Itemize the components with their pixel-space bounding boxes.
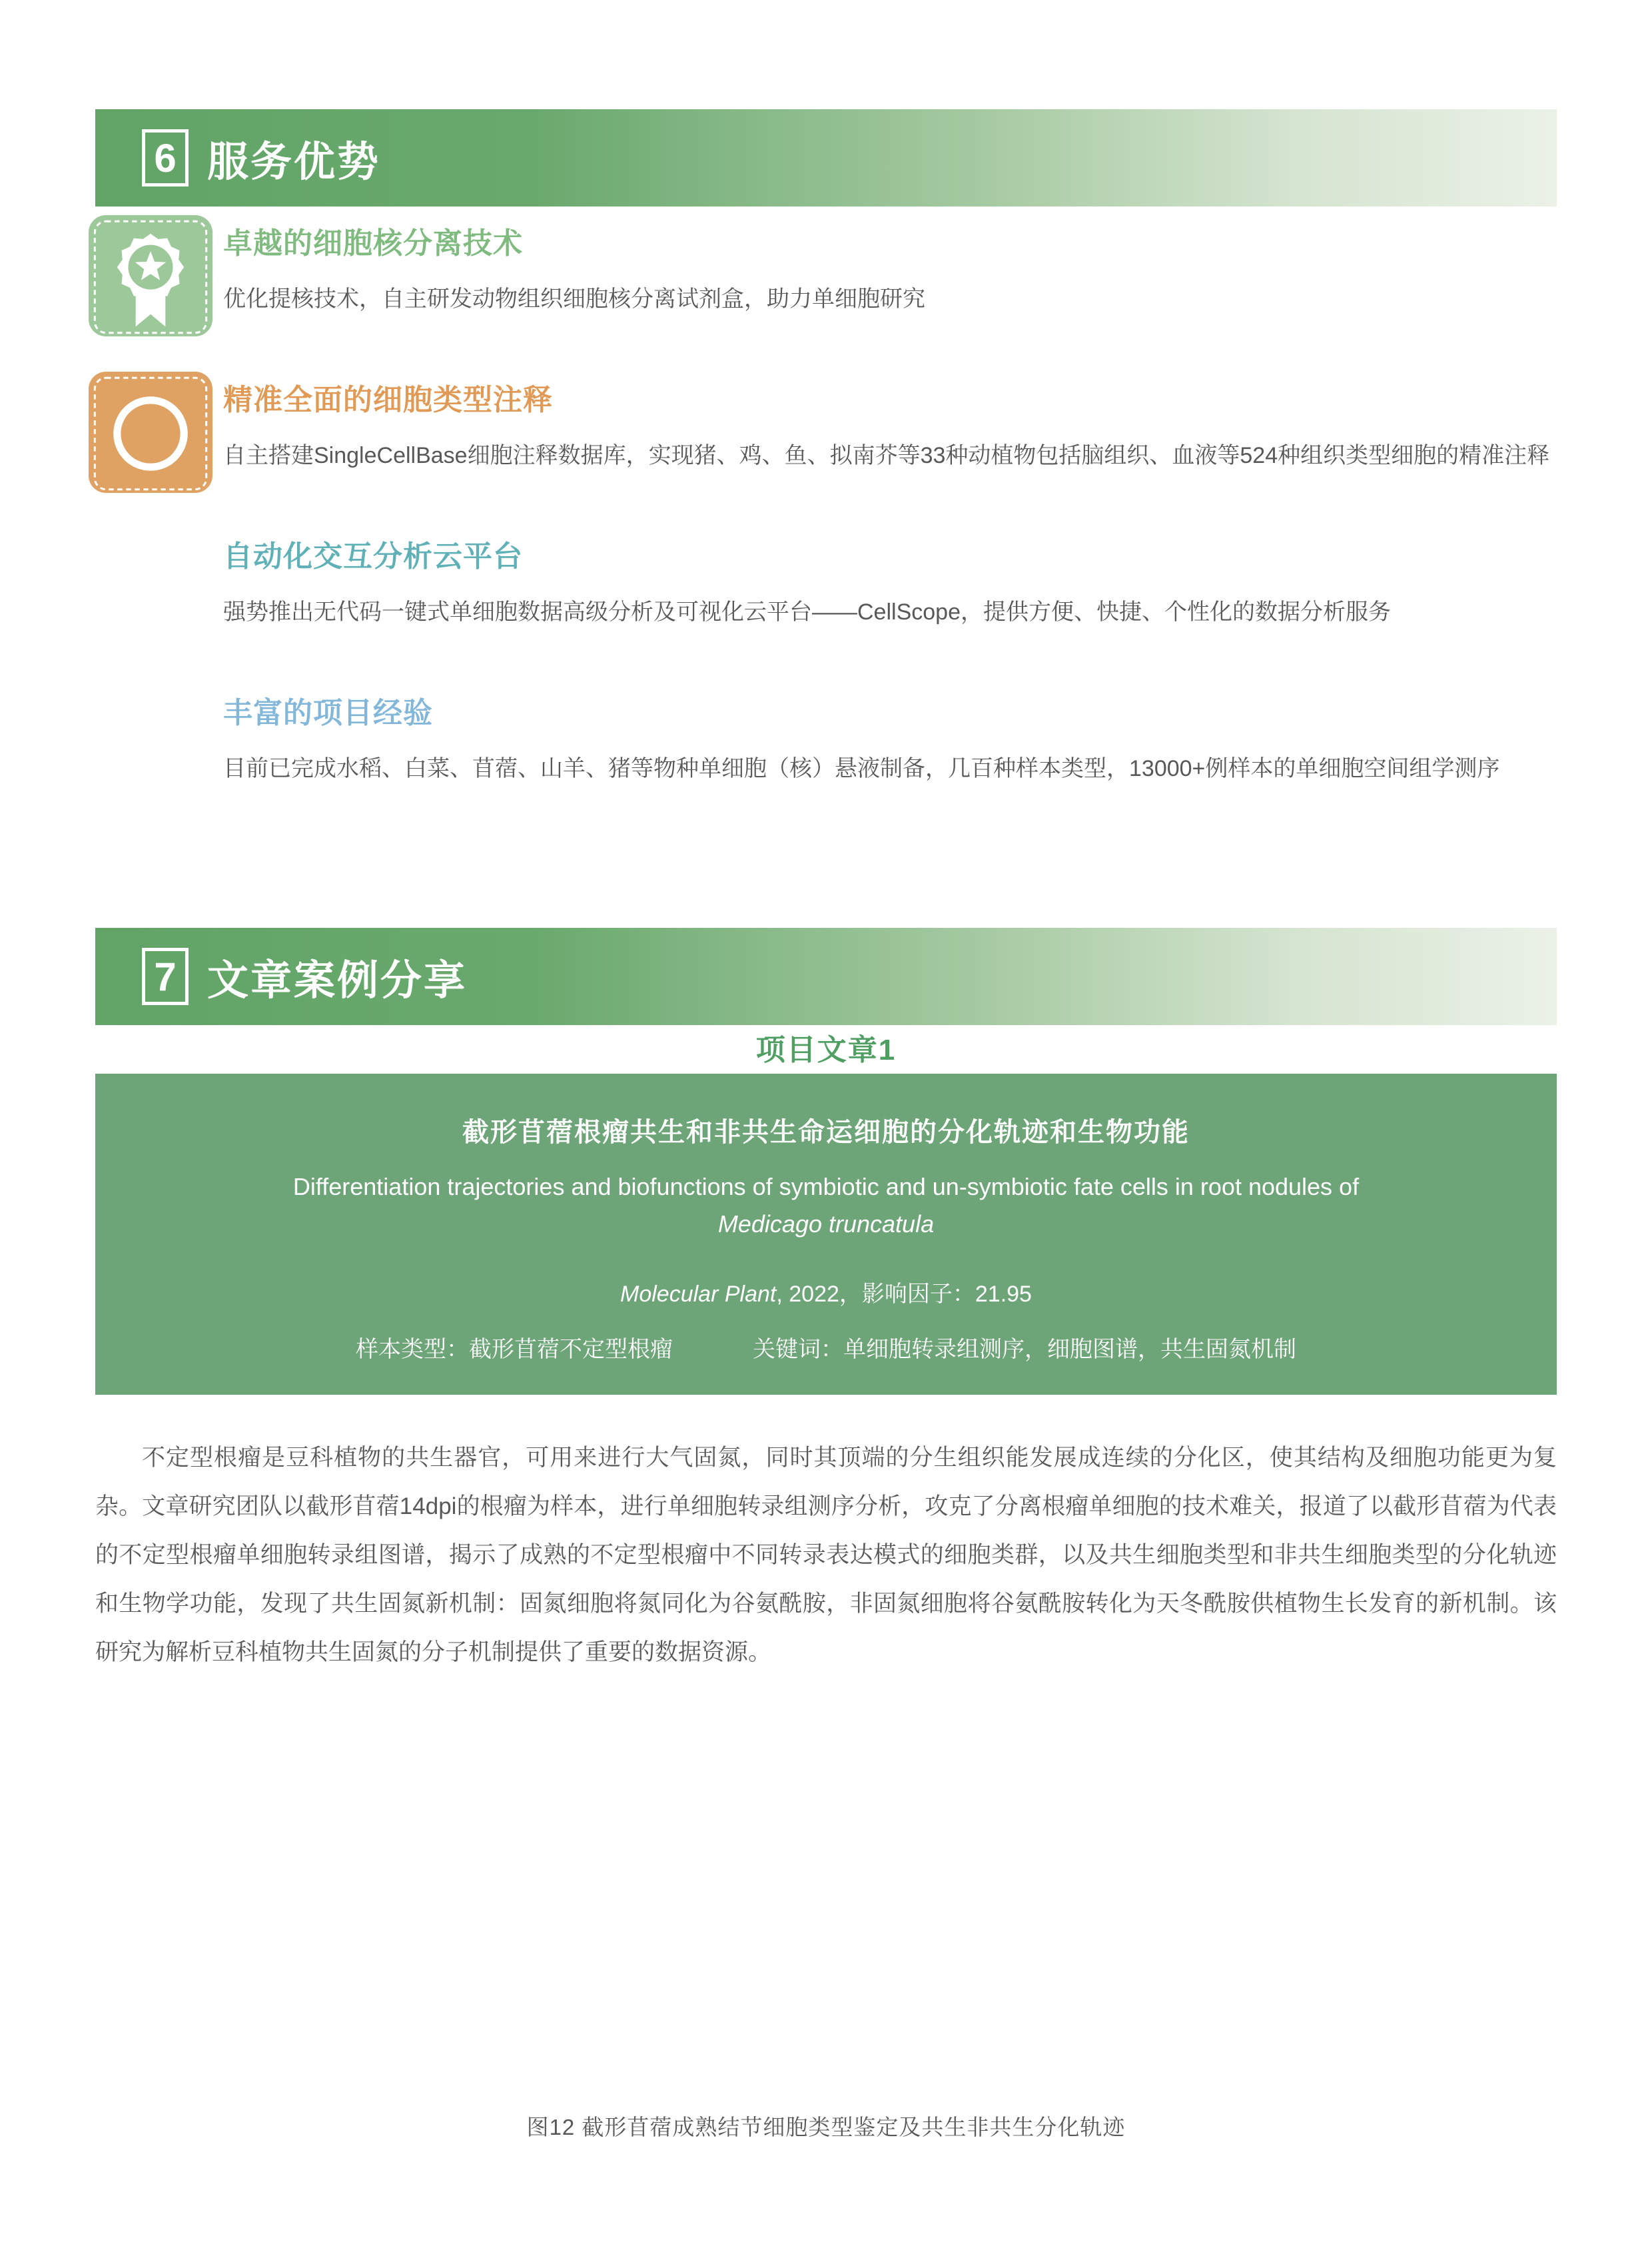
trajectory-figure-symbiotic (777, 1669, 1094, 2088)
section-6-title: 服务优势 (207, 139, 381, 185)
figure-caption: 图12 截形苜蓿成熟结节细胞类型鉴定及共生非共生分化轨迹 (526, 2115, 1126, 2139)
feature-desc: 目前已完成水稻、白菜、苜蓿、山羊、猪等物种单细胞（核）悬液制备，几百种样本类型，13000+例样本的单细胞空间组学测序 (223, 756, 1500, 781)
trajectory-figure-unsymbiotic (1094, 1669, 1440, 2088)
medal-icon (89, 215, 212, 336)
atom-icon (89, 528, 212, 649)
journal-meta: , 2022，影响因子：21.95 (776, 1282, 1032, 1307)
feature-title: 卓越的细胞核分离技术 (223, 227, 523, 260)
section-7-header (95, 928, 1557, 1025)
section-6-number: 6 (142, 129, 189, 187)
sample-type: 样本类型：截形苜蓿不定型根瘤 (356, 1337, 673, 1362)
feature-desc: 优化提核技术，自主研发动物组织细胞核分离试剂盒，助力单细胞研究 (223, 286, 925, 312)
journal-name: Molecular Plant (620, 1282, 777, 1307)
section-7-number: 7 (142, 948, 189, 1005)
feature-desc: 自主搭建SingleCellBase细胞注释数据库，实现猪、鸡、鱼、拟南芥等33种动植物包括脑组织、血液等524种组织类型细胞的精准注释 (223, 443, 1550, 468)
article-title-zh: 截形苜蓿根瘤共生和非共生命运细胞的分化轨迹和生物功能 (462, 1118, 1190, 1147)
feature-title: 丰富的项目经验 (223, 697, 433, 729)
article-summary: 不定型根瘤是豆科植物的共生器官，可用来进行大气固氮，同时其顶端的分生组织能发展成连续的分化区，使其结构及细胞功能更为复杂。文章研究团队以截形苜蓿14dpi的根瘤为样本，进行单细胞转录组测序分析，攻克了分离根瘤单细胞的技术难关，报道了以截形苜蓿为代表的不定型根瘤单细胞转录组图谱，揭示了成熟的不定型根瘤中不同转录表达模式的细胞类群，以及共生细胞类型和非共生细胞类型的分化轨迹和生物学功能，发现了共生固氮新机制：固氮细胞将氮同化为谷氨酰胺，非固氮细胞将谷氨酰胺转化为天冬酰胺供植物生长发育的新机制。该研究为解析豆科植物共生固氮的分子机制提供了重要的数据资源。 (95, 1445, 1557, 1665)
section-7-title: 文章案例分享 (207, 957, 468, 1004)
article-card (95, 1074, 1557, 1395)
nodule-diagram-figure (414, 1669, 777, 2088)
section-6-header (95, 109, 1557, 206)
feature-title: 精准全面的细胞类型注释 (223, 384, 553, 416)
article-journal-line (95, 1276, 1557, 1308)
feature-desc: 强势推出无代码一键式单细胞数据高级分析及可视化云平台——CellScope，提供方便、快捷、个性化的数据分析服务 (223, 599, 1391, 625)
article-title-en-species: Medicago truncatula (717, 1210, 935, 1238)
keywords: 关键词：单细胞转录组测序，细胞图谱，共生固氮机制 (753, 1337, 1296, 1362)
feature-title: 自动化交互分析云平台 (223, 540, 523, 573)
article-label: 项目文章1 (755, 1034, 897, 1066)
compass-icon (89, 372, 212, 493)
article-title-en: Differentiation trajectories and biofunctions of symbiotic and un-symbiotic fate cells in root nodules of (292, 1173, 1360, 1200)
network-icon (89, 685, 212, 806)
umap-cluster-figure (87, 1669, 414, 2088)
